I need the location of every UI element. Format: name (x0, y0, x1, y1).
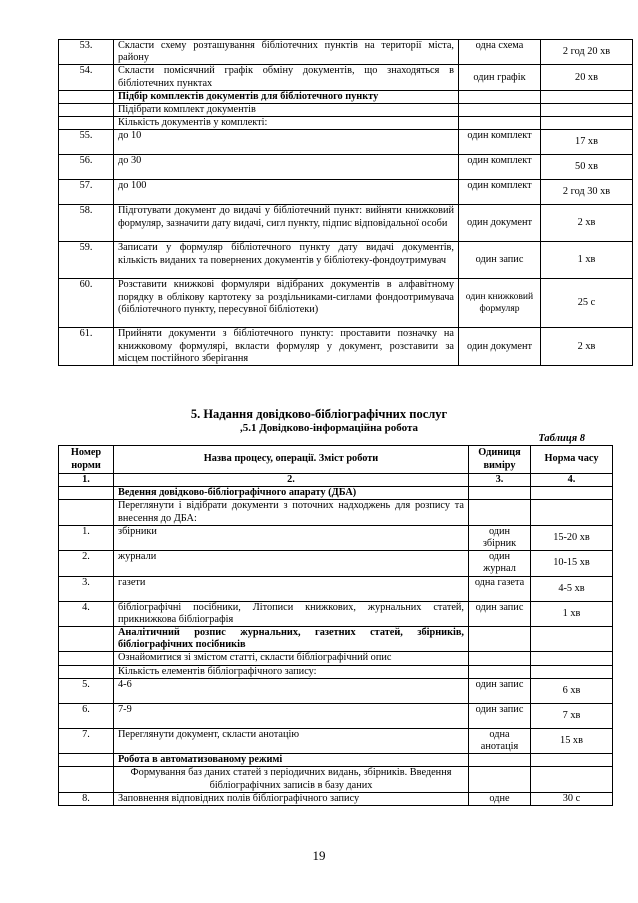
process-name: 7-9 (114, 703, 469, 728)
norm-number: 59. (59, 242, 114, 279)
table-row (59, 678, 613, 703)
time-norm: 17 хв (541, 130, 633, 155)
time-norm: 15-20 хв (531, 525, 613, 550)
process-name: Записати у формуляр бібліотечного пункту дату видачі документів, кількість виданих та повернених документів у бібліотеку-фондоутримувач (114, 242, 459, 279)
table-row (59, 242, 633, 279)
table-header-row (59, 446, 613, 474)
process-name: 4-6 (114, 678, 469, 703)
time-norm: 25 с (541, 279, 633, 328)
process-name: Переглянути документ, скласти анотацію (114, 728, 469, 753)
table-row (59, 767, 613, 792)
header-unit: Одиниця виміру (469, 446, 531, 474)
process-name: до 10 (114, 130, 459, 155)
column-number: 3. (469, 474, 531, 487)
time-norm: 10-15 хв (531, 551, 613, 576)
unit-of-measure: один збірник (469, 525, 531, 550)
table-row (59, 728, 613, 753)
time-norm: 2 год 30 хв (541, 180, 633, 205)
header-process-name: Назва процесу, операції. Зміст роботи (114, 446, 469, 474)
table-row (59, 652, 613, 665)
unit-of-measure: один книжковий формуляр (459, 279, 541, 328)
process-name: до 100 (114, 180, 459, 205)
table-row (59, 500, 613, 525)
table-row (59, 205, 633, 242)
table-row (59, 104, 633, 117)
unit-of-measure: одна газета (469, 576, 531, 601)
table-row (59, 40, 633, 65)
sub-heading: Формування баз даних статей з періодичних видань, збірників. Введення бібліографічних записів в базу даних (114, 767, 469, 792)
table-row (59, 627, 613, 652)
table-label: Таблиця 8 (538, 433, 585, 444)
time-norm: 2 год 20 хв (541, 40, 633, 65)
section-title: 5. Надання довідково-бібліографічних послуг (190, 407, 448, 421)
header-time-norm: Норма часу (531, 446, 613, 474)
unit-of-measure: один комплект (459, 130, 541, 155)
sub-heading: Кількість документів у комплекті: (114, 117, 459, 130)
table-row (59, 328, 633, 366)
sub-heading: Переглянути і відібрати документи з поточних надходжень для розпису та внесення до ДБА: (114, 500, 469, 525)
table-row (59, 576, 613, 601)
table-row (59, 180, 633, 205)
process-name: Заповнення відповідних полів бібліографічного запису (114, 792, 469, 805)
unit-of-measure: один документ (459, 205, 541, 242)
norm-number: 8. (59, 792, 114, 805)
table-row (59, 65, 633, 90)
time-norm: 7 хв (531, 703, 613, 728)
table-row (59, 551, 613, 576)
header-norm-number: Номер норми (59, 446, 114, 474)
norm-number: 61. (59, 328, 114, 366)
column-number: 2. (114, 474, 469, 487)
unit-of-measure: один запис (469, 678, 531, 703)
process-name: Скласти помісячний графік обміну документів, що знаходяться в бібліотечних пунктах (114, 65, 459, 90)
table-row (59, 525, 613, 550)
sub-heading: Кількість елементів бібліографічного запису: (114, 665, 469, 678)
table-row (59, 130, 633, 155)
unit-of-measure: один запис (459, 242, 541, 279)
norm-number: 6. (59, 703, 114, 728)
time-norm: 4-5 хв (531, 576, 613, 601)
unit-of-measure: один документ (459, 328, 541, 366)
process-name: Розставити книжкові формуляри відібраних документів в алфавітному порядку в облікову картотеку за роздільниками-сиглами фондоотримувача (бібліотечного пункту, пересувної бібліотеки) (114, 279, 459, 328)
table-row (59, 279, 633, 328)
norm-number: 57. (59, 180, 114, 205)
time-norm: 2 хв (541, 328, 633, 366)
norm-number: 4. (59, 601, 114, 626)
group-heading: Підбір комплектів документів для бібліотечного пункту (114, 90, 459, 103)
process-name: Скласти схему розташування бібліотечних пунктів на території міста, району (114, 40, 459, 65)
norm-number: 55. (59, 130, 114, 155)
process-name: бібліографічні посібники, Літописи книжкових, журнальних статей, прикнижкова бібліографія (114, 601, 469, 626)
process-name: до 30 (114, 155, 459, 180)
norm-number: 58. (59, 205, 114, 242)
unit-of-measure: один комплект (459, 180, 541, 205)
norm-number: 56. (59, 155, 114, 180)
time-norm: 20 хв (541, 65, 633, 90)
table-row (59, 754, 613, 767)
subsection-title: ,5.1 Довідково-інформаційна робота (239, 422, 419, 434)
norm-number: 1. (59, 525, 114, 550)
norm-number: 54. (59, 65, 114, 90)
process-name: Прийняти документи з бібліотечного пункту: проставити позначку на книжковому формулярі, вкласти формуляр у документ, розставити за місцем постійного зберігання (114, 328, 459, 366)
norm-number: 5. (59, 678, 114, 703)
group-heading: Аналітичний розпис журнальних, газетних статей, збірників, бібліографічних посібників (114, 627, 469, 652)
table-row (59, 487, 613, 500)
time-norm: 30 с (531, 792, 613, 805)
unit-of-measure: один запис (469, 703, 531, 728)
sub-heading: Ознайомитися зі змістом статті, скласти бібліографічний опис (114, 652, 469, 665)
time-norm: 6 хв (531, 678, 613, 703)
time-norm: 1 хв (531, 601, 613, 626)
table-row (59, 90, 633, 103)
norms-table-continued (58, 39, 633, 366)
column-number: 1. (59, 474, 114, 487)
table-row (59, 665, 613, 678)
table-row (59, 792, 613, 805)
process-name: газети (114, 576, 469, 601)
norm-number: 2. (59, 551, 114, 576)
column-number-row (59, 474, 613, 487)
page-number: 19 (312, 848, 326, 863)
unit-of-measure: один запис (469, 601, 531, 626)
unit-of-measure: один графік (459, 65, 541, 90)
process-name: збірники (114, 525, 469, 550)
table-row (59, 601, 613, 626)
process-name: журнали (114, 551, 469, 576)
table-row (59, 703, 613, 728)
sub-heading: Підібрати комплект документів (114, 104, 459, 117)
unit-of-measure: один журнал (469, 551, 531, 576)
reference-bibliographic-norms-table (58, 445, 613, 806)
time-norm: 2 хв (541, 205, 633, 242)
column-number: 4. (531, 474, 613, 487)
group-heading: Робота в автоматизованому режимі (114, 754, 469, 767)
norm-number: 53. (59, 40, 114, 65)
unit-of-measure: одна анотація (469, 728, 531, 753)
table-row (59, 155, 633, 180)
unit-of-measure: один комплект (459, 155, 541, 180)
process-name: Підготувати документ до видачі у бібліотечний пункт: вийняти книжковий формуляр, зазначити дату видачі, сигл пункту, підпис відповідальної особи (114, 205, 459, 242)
time-norm: 15 хв (531, 728, 613, 753)
time-norm: 50 хв (541, 155, 633, 180)
time-norm: 1 хв (541, 242, 633, 279)
table-row (59, 117, 633, 130)
norm-number: 7. (59, 728, 114, 753)
unit-of-measure: одна схема (459, 40, 541, 65)
norm-number: 3. (59, 576, 114, 601)
group-heading: Ведення довідково-бібліографічного апарату (ДБА) (114, 487, 469, 500)
norm-number: 60. (59, 279, 114, 328)
unit-of-measure: одне (469, 792, 531, 805)
